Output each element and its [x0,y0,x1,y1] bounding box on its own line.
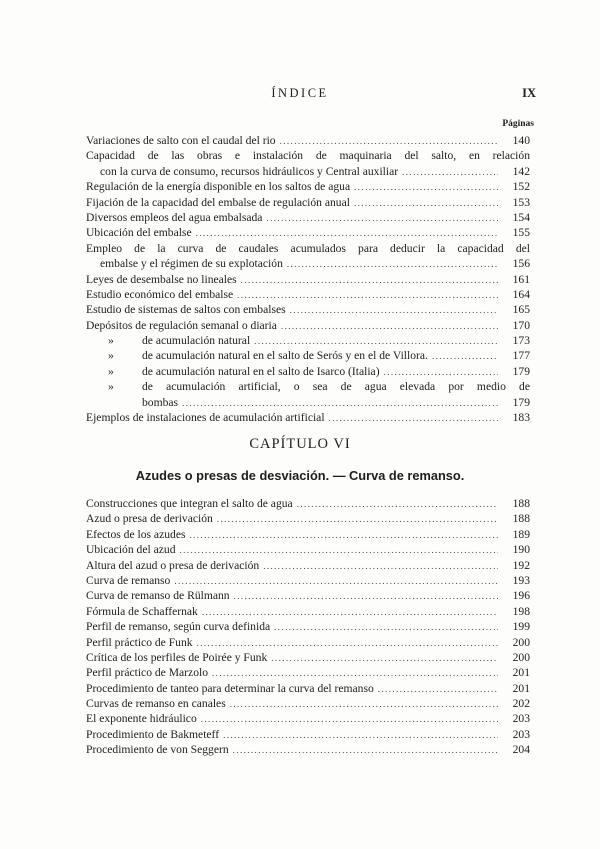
toc-entry: Perfil práctico de Funk ..... 200 [86,635,530,650]
toc-entry: Procedimiento de Bakmeteff ..... 203 [86,727,530,742]
dot-leader [432,349,498,364]
toc-page-number: 161 [512,272,530,286]
dot-leader [241,273,498,288]
toc-page-number: 203 [512,712,530,726]
toc-entry: Estudio económico del embalse ..... 164 [86,287,530,302]
dot-leader [402,165,498,180]
dot-leader [201,712,498,727]
dot-leader [280,134,498,149]
toc-page-number: 202 [512,697,530,711]
toc-section-chapter-vi [86,496,530,758]
toc-entry-line: » de acumulación artificial, o sea de agua elevada por medio de [86,379,530,394]
dot-leader [297,497,498,512]
toc-entry: Crítica de los perfiles de Poirée y Funk ..... 200 [86,650,530,665]
running-title: ÍNDICE [271,86,329,100]
toc-entry: El exponente hidráulico ..... 203 [86,711,530,726]
toc-page-number: 193 [512,573,530,587]
toc-entry: Construcciones que integran el salto de agua ..... 188 [86,496,530,511]
toc-page-number: 201 [512,681,530,695]
toc-page-number: 173 [512,334,530,348]
dot-leader [189,528,498,543]
toc-entry: Azud o presa de derivación ..... 188 [86,511,530,526]
toc-page-number: 188 [512,497,530,510]
toc-entry: Ubicación del azud ..... 190 [86,542,530,557]
toc-entry-line: Capacidad de las obras e instalación de maquinaria del salto, en relación [86,149,530,163]
toc-entry: Diversos empleos del agua embalsada ..... 154 [86,210,530,225]
dot-leader [212,666,498,681]
dot-leader [287,257,498,272]
ditto-mark: » [108,364,114,378]
toc-entry: Curva de remanso ..... 193 [86,573,530,588]
toc-entry: » de acumulación natural en el salto de Serós y en el de Villora. ..... 177 [86,348,530,363]
toc-page-number: 156 [512,257,530,271]
toc-entry: Estudio de sistemas de saltos con embalses ..... 165 [86,302,530,317]
toc-page-number: 153 [512,195,530,209]
toc-page-number: 179 [512,364,530,378]
toc-page-number: 196 [512,589,530,603]
toc-entry: Fijación de la capacidad del embalse de regulación anual ..... 153 [86,195,530,210]
toc-entry: Procedimiento de tanteo para determinar la curva del remanso ..... 201 [86,681,530,696]
toc-page-number: 165 [512,303,530,317]
toc-entry: Perfil de remanso, según curva definida ..... 199 [86,619,530,634]
toc-entry: Leyes de desembalse no lineales ..... 161 [86,272,530,287]
toc-entry: Depósitos de regulación semanal o diaria ..... 170 [86,318,530,333]
toc-entry: » de acumulación natural en el salto de Isarco (Italia) ..... 179 [86,364,530,379]
toc-entry: Curva de remanso de Rülmann ..... 196 [86,588,530,603]
toc-page-number: 199 [512,620,530,634]
toc-page-number: 203 [512,727,530,741]
dot-leader [233,743,498,758]
toc-entry: Regulación de la energía disponible en los saltos de agua ..... 152 [86,179,530,194]
toc-page-number: 190 [512,543,530,557]
toc-entry: Fórmula de Schaffernak ..... 198 [86,604,530,619]
toc-page-number: 155 [512,226,530,240]
toc-entry: Efectos de los azudes ..... 189 [86,527,530,542]
toc-entry: con la curva de consumo, recursos hidráulicos y Central auxiliar ..... 142 [86,164,530,179]
toc-page-number: 164 [512,287,530,301]
dot-leader [234,589,498,604]
toc-entry: Variaciones de salto con el caudal del rio ..... 140 [86,133,530,148]
toc-page-number: 140 [512,134,530,147]
toc-entry: Curvas de remanso en canales ..... 202 [86,696,530,711]
toc-page-number: 152 [512,180,530,194]
dot-leader [263,559,498,574]
toc-page-number: 188 [512,512,530,526]
toc-entry: Procedimiento de von Seggern ..... 204 [86,742,530,757]
dot-leader [329,411,498,426]
toc-entry: Ubicación del embalse ..... 155 [86,225,530,240]
toc-entry: bombas ..... 179 [86,395,530,410]
dot-leader [378,682,498,697]
dot-leader [202,605,498,620]
toc-page-number: 201 [512,666,530,680]
ditto-mark: » [108,334,114,348]
chapter-subtitle: Azudes o presas de desviación. — Curva de remanso. [135,468,465,483]
dot-leader [217,512,498,527]
toc-page-number: 170 [512,318,530,332]
chapter-heading: CAPÍTULO VI [249,436,351,452]
toc-entry-line: Empleo de la curva de caudales acumulados para deducir la capacidad del [86,241,530,255]
toc-entry: Perfil práctico de Marzolo ..... 201 [86,665,530,680]
toc-page-number: 154 [512,210,530,224]
toc-entry: embalse y el régimen de su explotación ..... 156 [86,256,530,271]
toc-entry: » de acumulación natural ..... 173 [86,333,530,348]
toc-section-previous-chapter [86,133,530,425]
dot-leader [237,288,498,303]
toc-page-number: 200 [512,650,530,664]
dot-leader [182,396,498,411]
toc-page-number: 179 [512,395,530,409]
page-number: IX [522,86,536,100]
dot-leader [274,620,498,635]
dot-leader [354,180,498,195]
ditto-mark: » [108,349,114,363]
toc-page-number: 177 [512,349,530,363]
dot-leader [174,574,498,589]
dot-leader [223,728,498,743]
dot-leader [290,303,498,318]
toc-page-number: 189 [512,527,530,541]
dot-leader [266,211,498,226]
dot-leader [271,651,498,666]
toc-page-number: 192 [512,558,530,572]
ditto-mark: » [108,380,114,394]
toc-page-number: 183 [512,411,530,425]
toc-entry: Ejemplos de instalaciones de acumulación artificial ..... 183 [86,410,530,425]
toc-page-number: 200 [512,635,530,649]
pages-column-heading: Páginas [502,119,534,129]
dot-leader [197,636,498,651]
dot-leader [354,196,498,211]
dot-leader [230,697,498,712]
dot-leader [196,226,498,241]
dot-leader [180,543,499,558]
toc-entry: Altura del azud o presa de derivación ..... 192 [86,558,530,573]
dot-leader [384,365,498,380]
dot-leader [281,319,498,334]
toc-page-number: 142 [512,164,530,178]
toc-page-number: 204 [512,743,530,757]
toc-page-number: 198 [512,604,530,618]
dot-leader [254,334,498,349]
